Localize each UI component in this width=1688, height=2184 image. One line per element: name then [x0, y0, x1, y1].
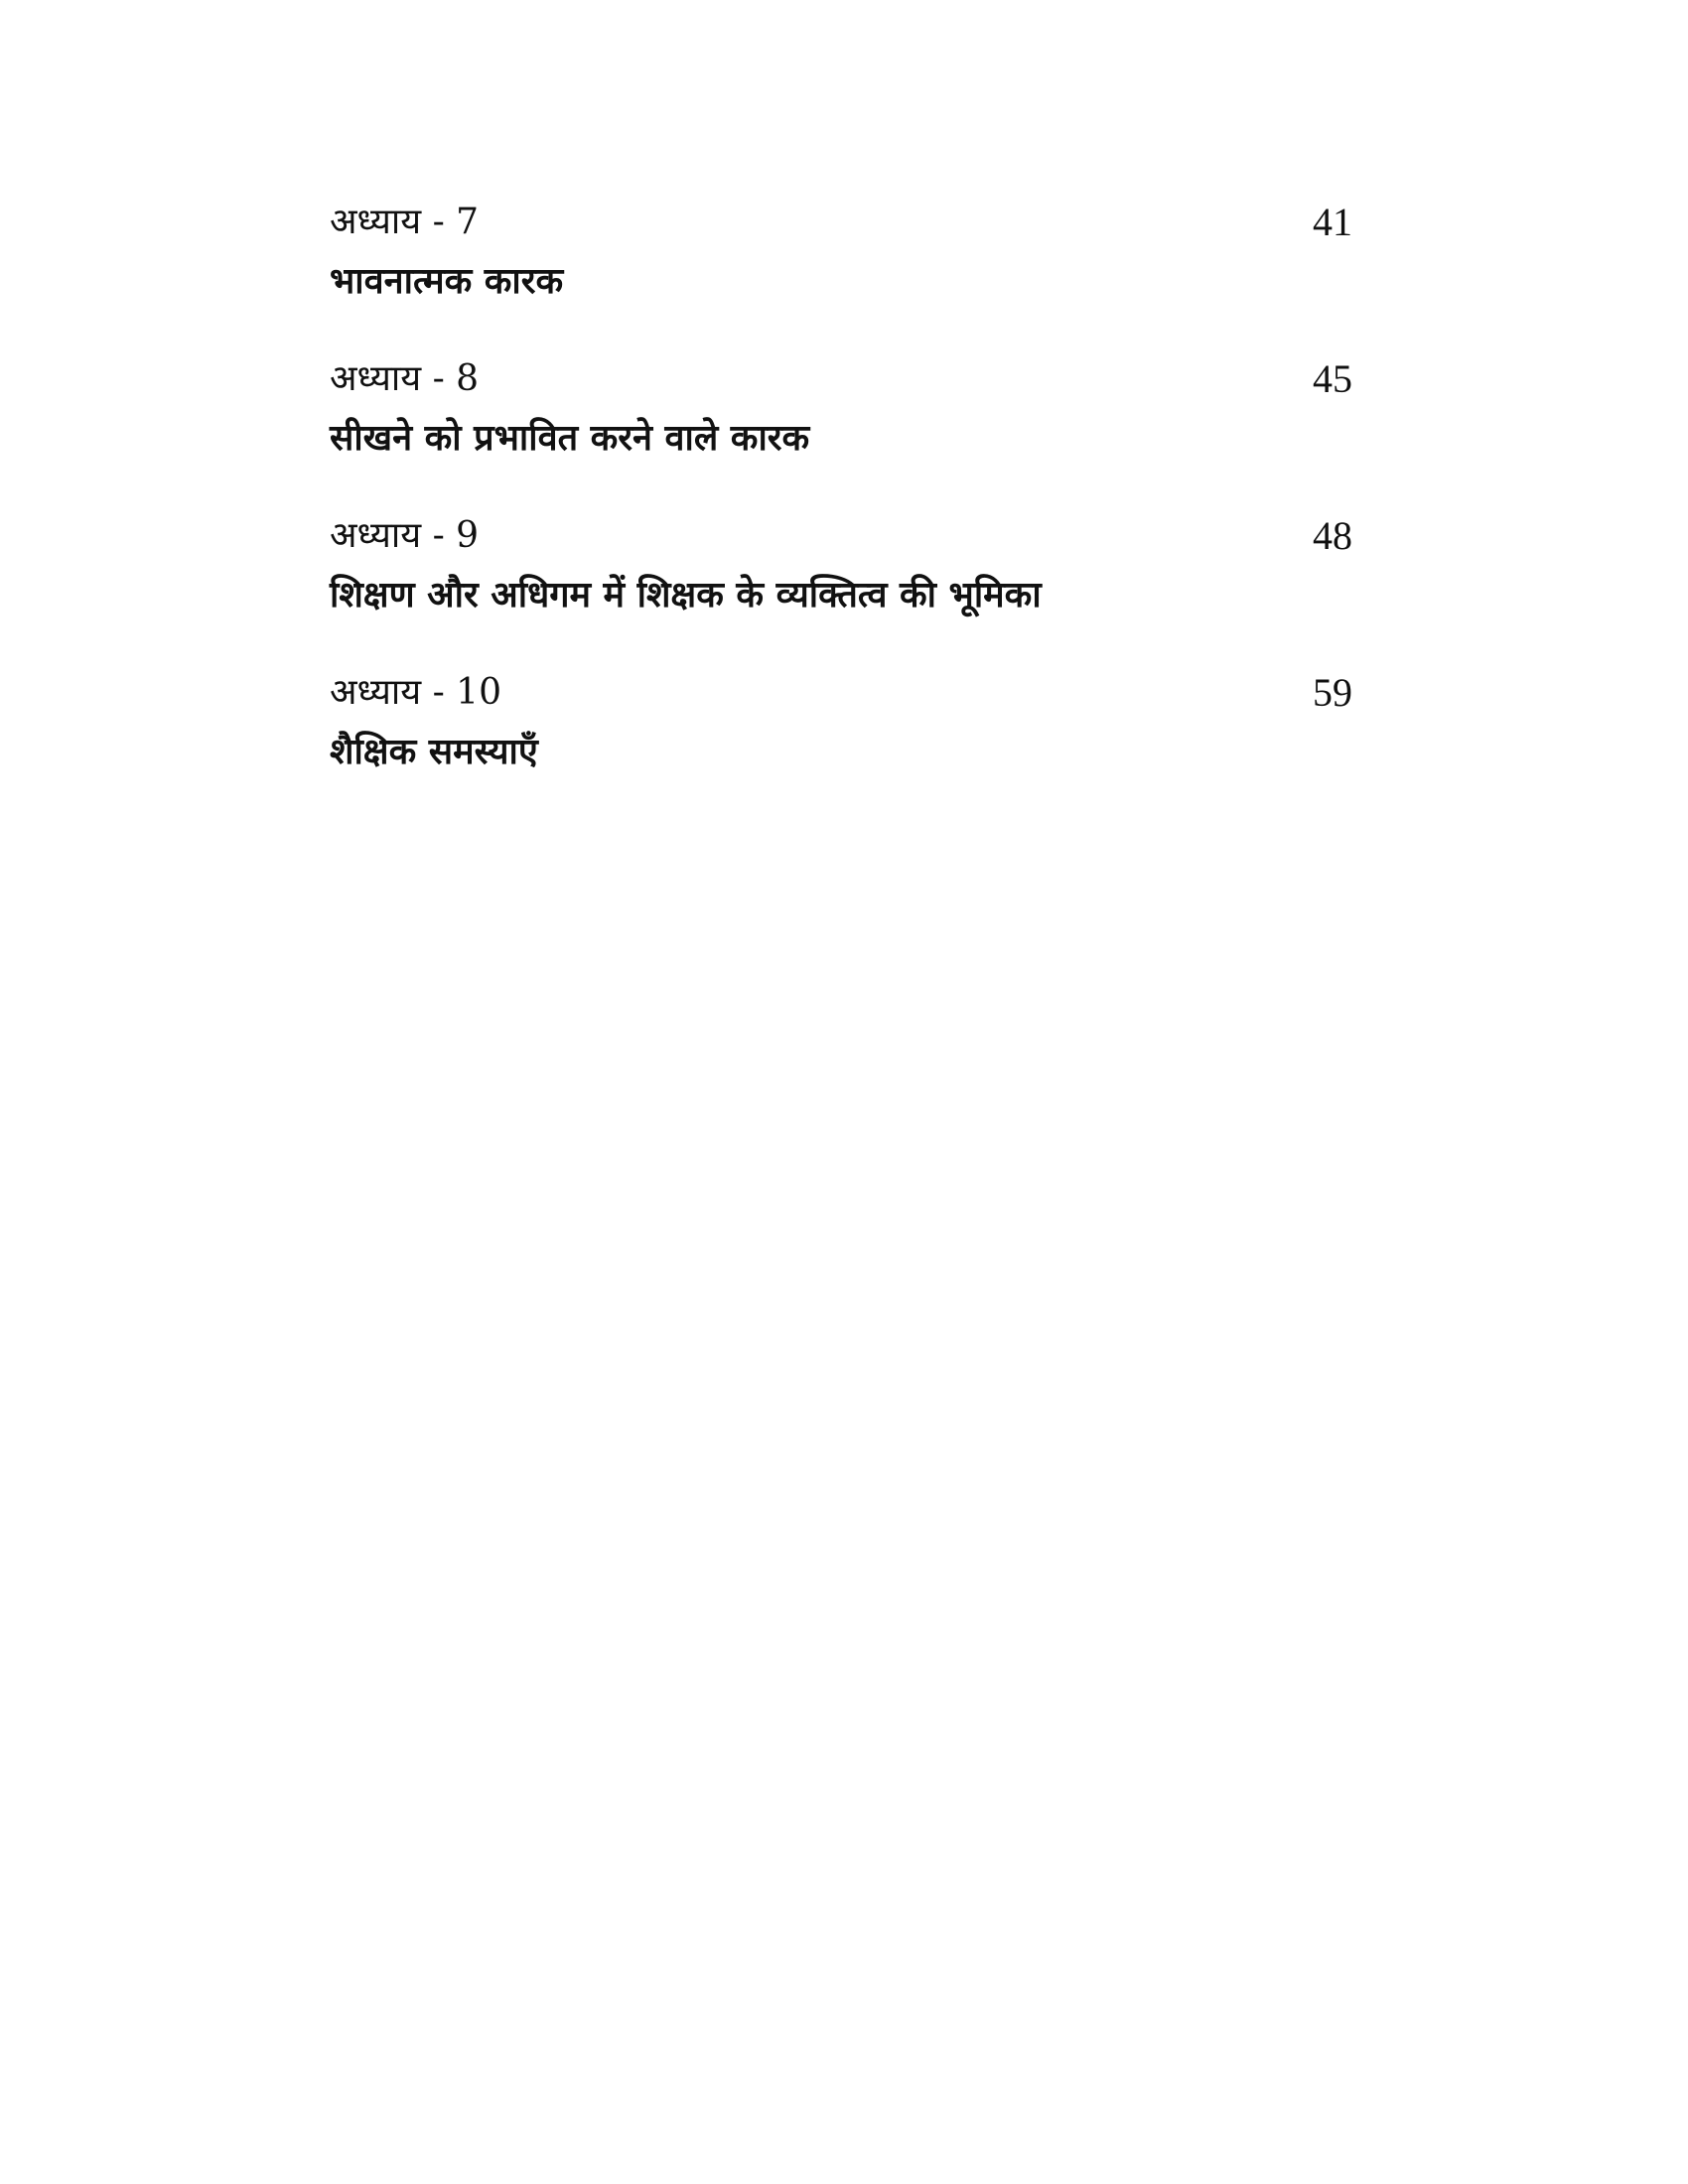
toc-entry-chapter-9[interactable]: [330, 512, 1352, 669]
toc-entry-chapter-7[interactable]: [330, 199, 1352, 355]
chapter-title: शिक्षण और अधिगम में शिक्षक के व्यक्तित्व की भूमिका: [330, 575, 1042, 615]
chapter-title: सीखने को प्रभावित करने वाले कारक: [330, 418, 810, 459]
toc-entry-chapter-10[interactable]: [330, 669, 1352, 826]
page-number: 41: [1313, 200, 1352, 244]
page-number: 48: [1313, 513, 1352, 558]
toc-entry-chapter-8[interactable]: [330, 355, 1352, 512]
chapter-label: अध्याय - 9: [330, 515, 480, 556]
page-number: 45: [1313, 356, 1352, 401]
chapter-label: अध्याय - 8: [330, 358, 480, 399]
page-number: 59: [1313, 670, 1352, 715]
chapter-title: शैक्षिक समस्याएँ: [330, 732, 538, 772]
table-of-contents: [330, 199, 1352, 826]
chapter-label: अध्याय - 7: [330, 202, 480, 242]
chapter-title: भावनात्मक कारक: [330, 261, 564, 302]
chapter-label: अध्याय - 10: [330, 672, 501, 713]
